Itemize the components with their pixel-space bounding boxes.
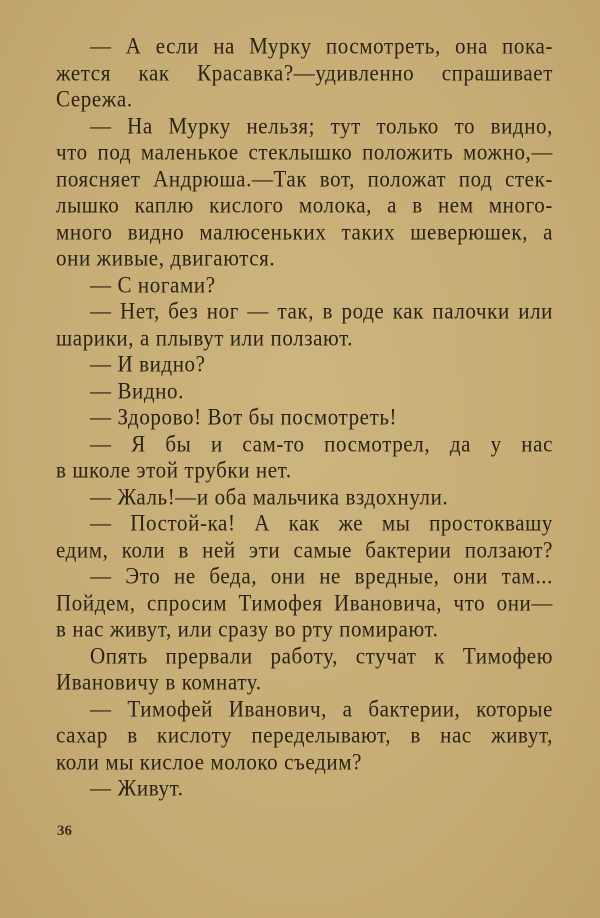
text-line: что под маленькое стеклышко положить можно,—	[56, 139, 553, 165]
text-line: — С ногами?	[90, 271, 216, 298]
text-line: в нас живут, или сразу во рту помирают.	[56, 616, 439, 642]
text-line: лышко каплю кислого молока, а в нем много-	[56, 192, 553, 218]
text-line: — Здорово! Вот бы посмотреть!	[90, 404, 398, 430]
text-line: — Живут.	[90, 775, 184, 801]
text-line: они живые, двигаются.	[56, 245, 276, 271]
text-line: жется как Красавка?—удивленно спрашивает	[56, 59, 553, 86]
text-line: — Видно.	[90, 377, 184, 404]
text-line: Ивановичу в комнату.	[56, 669, 262, 695]
text-line: — Я бы и сам-то посмотрел, да у нас	[90, 430, 553, 457]
text-line: шарики, а плывут или ползают.	[56, 324, 354, 351]
text-line: Сережа.	[56, 86, 133, 112]
text-line: в школе этой трубки нет.	[56, 457, 292, 483]
text-line: — Жаль!—и оба мальчика вздохнули.	[90, 483, 449, 510]
text-line: сахар в кислоту переделывают, в нас живут,	[56, 722, 553, 748]
text-line: Опять прервали работу, стучат к Тимофею	[90, 642, 553, 669]
text-line: — Нет, без ног — так, в роде как палочки или	[90, 298, 553, 324]
text-line: едим, коли в ней эти самые бактерии ползают?	[56, 536, 553, 563]
text-line: — А если на Мурку посмотреть, она пока-	[90, 33, 553, 59]
text-line: Пойдем, спросим Тимофея Ивановича, что они—	[56, 589, 553, 616]
text-line: коли мы кислое молоко съедим?	[56, 748, 363, 775]
text-line: — Это не беда, они не вредные, они там...	[90, 563, 553, 589]
text-line: — На Мурку нельзя; тут только то видно,	[90, 112, 553, 139]
text-line: — Постой-ка! А как же мы простоквашу	[90, 510, 553, 536]
text-line: — И видно?	[90, 351, 206, 377]
text-line: — Тимофей Иванович, а бактерии, которые	[90, 695, 553, 722]
text-line: много видно малюсеньких таких шеверюшек, а	[56, 218, 553, 245]
text-line: поясняет Андрюша.—Так вот, положат под стек-	[56, 165, 553, 192]
page-number: 36	[57, 823, 72, 839]
